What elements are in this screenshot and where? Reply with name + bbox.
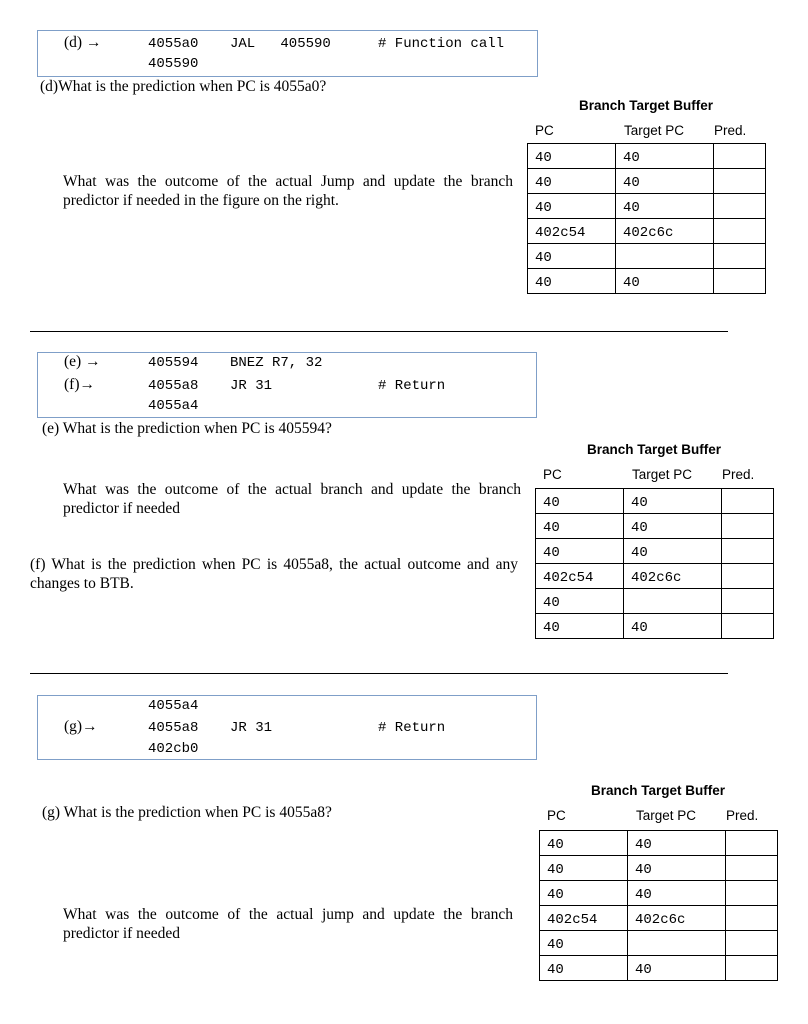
btb-pred-cell[interactable]: [722, 589, 774, 614]
btb-pred-cell[interactable]: [714, 194, 766, 219]
question-text: What was the outcome of the actual jump and update the branch predictor if needed: [63, 906, 513, 942]
btb-header: Target PC: [632, 467, 693, 482]
code-label: (g)→: [64, 718, 98, 735]
btb-target-cell[interactable]: [616, 244, 714, 269]
btb-pc-cell[interactable]: 40: [540, 956, 628, 981]
btb-target-cell[interactable]: 40: [616, 194, 714, 219]
btb-pc-cell[interactable]: 40: [528, 169, 616, 194]
btb-pc-cell[interactable]: 40: [536, 489, 624, 514]
btb-pc-cell[interactable]: 40: [536, 614, 624, 639]
question-text: What was the outcome of the actual Jump and update the branch predictor if needed in the figure on the right.: [63, 173, 513, 209]
btb-pc-cell[interactable]: 402c54: [528, 219, 616, 244]
btb-pred-cell[interactable]: [722, 564, 774, 589]
code-comment: # Function call: [378, 36, 505, 52]
btb-pc-cell[interactable]: 40: [528, 144, 616, 169]
code-label: (e) →: [64, 353, 101, 370]
question-text: (e) What is the prediction when PC is 405594?: [42, 420, 332, 437]
btb-pred-cell[interactable]: [726, 881, 778, 906]
btb-row: [540, 856, 778, 881]
btb-target-cell[interactable]: [624, 589, 722, 614]
branch-target-buffer-table: [527, 143, 766, 294]
btb-row: [540, 906, 778, 931]
btb-target-cell[interactable]: 40: [628, 881, 726, 906]
code-label: (f)→: [64, 376, 95, 393]
btb-row: [536, 614, 774, 639]
code-address: 4055a8: [148, 378, 199, 394]
btb-target-cell[interactable]: 402c6c: [628, 906, 726, 931]
branch-target-buffer-table: [535, 488, 774, 639]
question-text: What was the outcome of the actual branch and update the branch predictor if needed: [63, 481, 521, 517]
code-address: 405590: [148, 56, 199, 72]
code-address: 405594: [148, 355, 199, 371]
code-address: 402cb0: [148, 741, 199, 757]
code-address: 4055a8: [148, 720, 199, 736]
btb-row: [536, 514, 774, 539]
btb-pred-cell[interactable]: [722, 614, 774, 639]
btb-pc-cell[interactable]: 402c54: [540, 906, 628, 931]
code-address: 4055a0: [148, 36, 199, 52]
btb-pc-cell[interactable]: 40: [536, 589, 624, 614]
btb-target-cell[interactable]: 40: [616, 269, 714, 294]
btb-target-cell[interactable]: 40: [624, 614, 722, 639]
code-label: (d) →: [64, 34, 102, 51]
btb-pc-cell[interactable]: 40: [528, 194, 616, 219]
code-box: [37, 695, 537, 760]
btb-pred-cell[interactable]: [726, 831, 778, 856]
btb-target-cell[interactable]: 402c6c: [624, 564, 722, 589]
btb-pred-cell[interactable]: [726, 906, 778, 931]
btb-row: [536, 589, 774, 614]
btb-row: [528, 269, 766, 294]
btb-row: [528, 219, 766, 244]
btb-row: [540, 881, 778, 906]
btb-pred-cell[interactable]: [714, 219, 766, 244]
btb-row: [536, 539, 774, 564]
btb-target-cell[interactable]: [628, 931, 726, 956]
btb-header: Pred.: [722, 467, 755, 482]
btb-row: [540, 831, 778, 856]
btb-pred-cell[interactable]: [722, 489, 774, 514]
btb-pc-cell[interactable]: 40: [540, 831, 628, 856]
question-text: (d)What is the prediction when PC is 4055a0?: [40, 78, 327, 95]
section-divider: [30, 673, 728, 674]
code-instruction: BNEZ R7, 32: [230, 355, 323, 371]
btb-row: [528, 244, 766, 269]
btb-target-cell[interactable]: 40: [628, 956, 726, 981]
btb-target-cell[interactable]: 40: [624, 514, 722, 539]
code-instruction: JAL 405590: [230, 36, 331, 52]
question-text: (g) What is the prediction when PC is 4055a8?: [42, 804, 332, 821]
btb-pred-cell[interactable]: [722, 539, 774, 564]
btb-pc-cell[interactable]: 402c54: [536, 564, 624, 589]
btb-pc-cell[interactable]: 40: [528, 269, 616, 294]
btb-header: PC: [535, 123, 554, 138]
btb-header: Pred.: [726, 808, 759, 823]
btb-header: Pred.: [714, 123, 747, 138]
btb-header: PC: [543, 467, 562, 482]
btb-header: Target PC: [624, 123, 685, 138]
btb-header: Target PC: [636, 808, 697, 823]
btb-pc-cell[interactable]: 40: [540, 856, 628, 881]
btb-pred-cell[interactable]: [726, 856, 778, 881]
question-text: (f) What is the prediction when PC is 4055a8, the actual outcome and any changes to BTB.: [30, 556, 518, 592]
btb-target-cell[interactable]: 40: [624, 539, 722, 564]
btb-pc-cell[interactable]: 40: [528, 244, 616, 269]
btb-target-cell[interactable]: 40: [616, 144, 714, 169]
section-divider: [30, 331, 728, 332]
code-comment: # Return: [378, 720, 446, 736]
btb-target-cell[interactable]: 40: [628, 831, 726, 856]
btb-pred-cell[interactable]: [714, 269, 766, 294]
btb-row: [536, 489, 774, 514]
code-address: 4055a4: [148, 398, 199, 414]
btb-pred-cell[interactable]: [726, 956, 778, 981]
btb-target-cell[interactable]: 40: [616, 169, 714, 194]
btb-pc-cell[interactable]: 40: [540, 881, 628, 906]
btb-pred-cell[interactable]: [722, 514, 774, 539]
btb-row: [528, 169, 766, 194]
btb-pc-cell[interactable]: 40: [536, 514, 624, 539]
btb-header: PC: [547, 808, 566, 823]
btb-pred-cell[interactable]: [714, 144, 766, 169]
btb-pred-cell[interactable]: [714, 169, 766, 194]
btb-title: Branch Target Buffer: [590, 783, 726, 798]
btb-title: Branch Target Buffer: [586, 442, 722, 457]
btb-row: [540, 931, 778, 956]
btb-target-cell[interactable]: 402c6c: [616, 219, 714, 244]
btb-row: [528, 194, 766, 219]
btb-target-cell[interactable]: 40: [624, 489, 722, 514]
btb-pred-cell[interactable]: [726, 931, 778, 956]
branch-target-buffer-table: [539, 830, 778, 981]
code-instruction: JR 31: [230, 378, 273, 394]
btb-row: [536, 564, 774, 589]
btb-title: Branch Target Buffer: [578, 98, 714, 113]
code-address: 4055a4: [148, 698, 199, 714]
btb-pc-cell[interactable]: 40: [540, 931, 628, 956]
btb-target-cell[interactable]: 40: [628, 856, 726, 881]
btb-pc-cell[interactable]: 40: [536, 539, 624, 564]
btb-pred-cell[interactable]: [714, 244, 766, 269]
btb-row: [540, 956, 778, 981]
code-comment: # Return: [378, 378, 446, 394]
btb-row: [528, 144, 766, 169]
code-instruction: JR 31: [230, 720, 273, 736]
